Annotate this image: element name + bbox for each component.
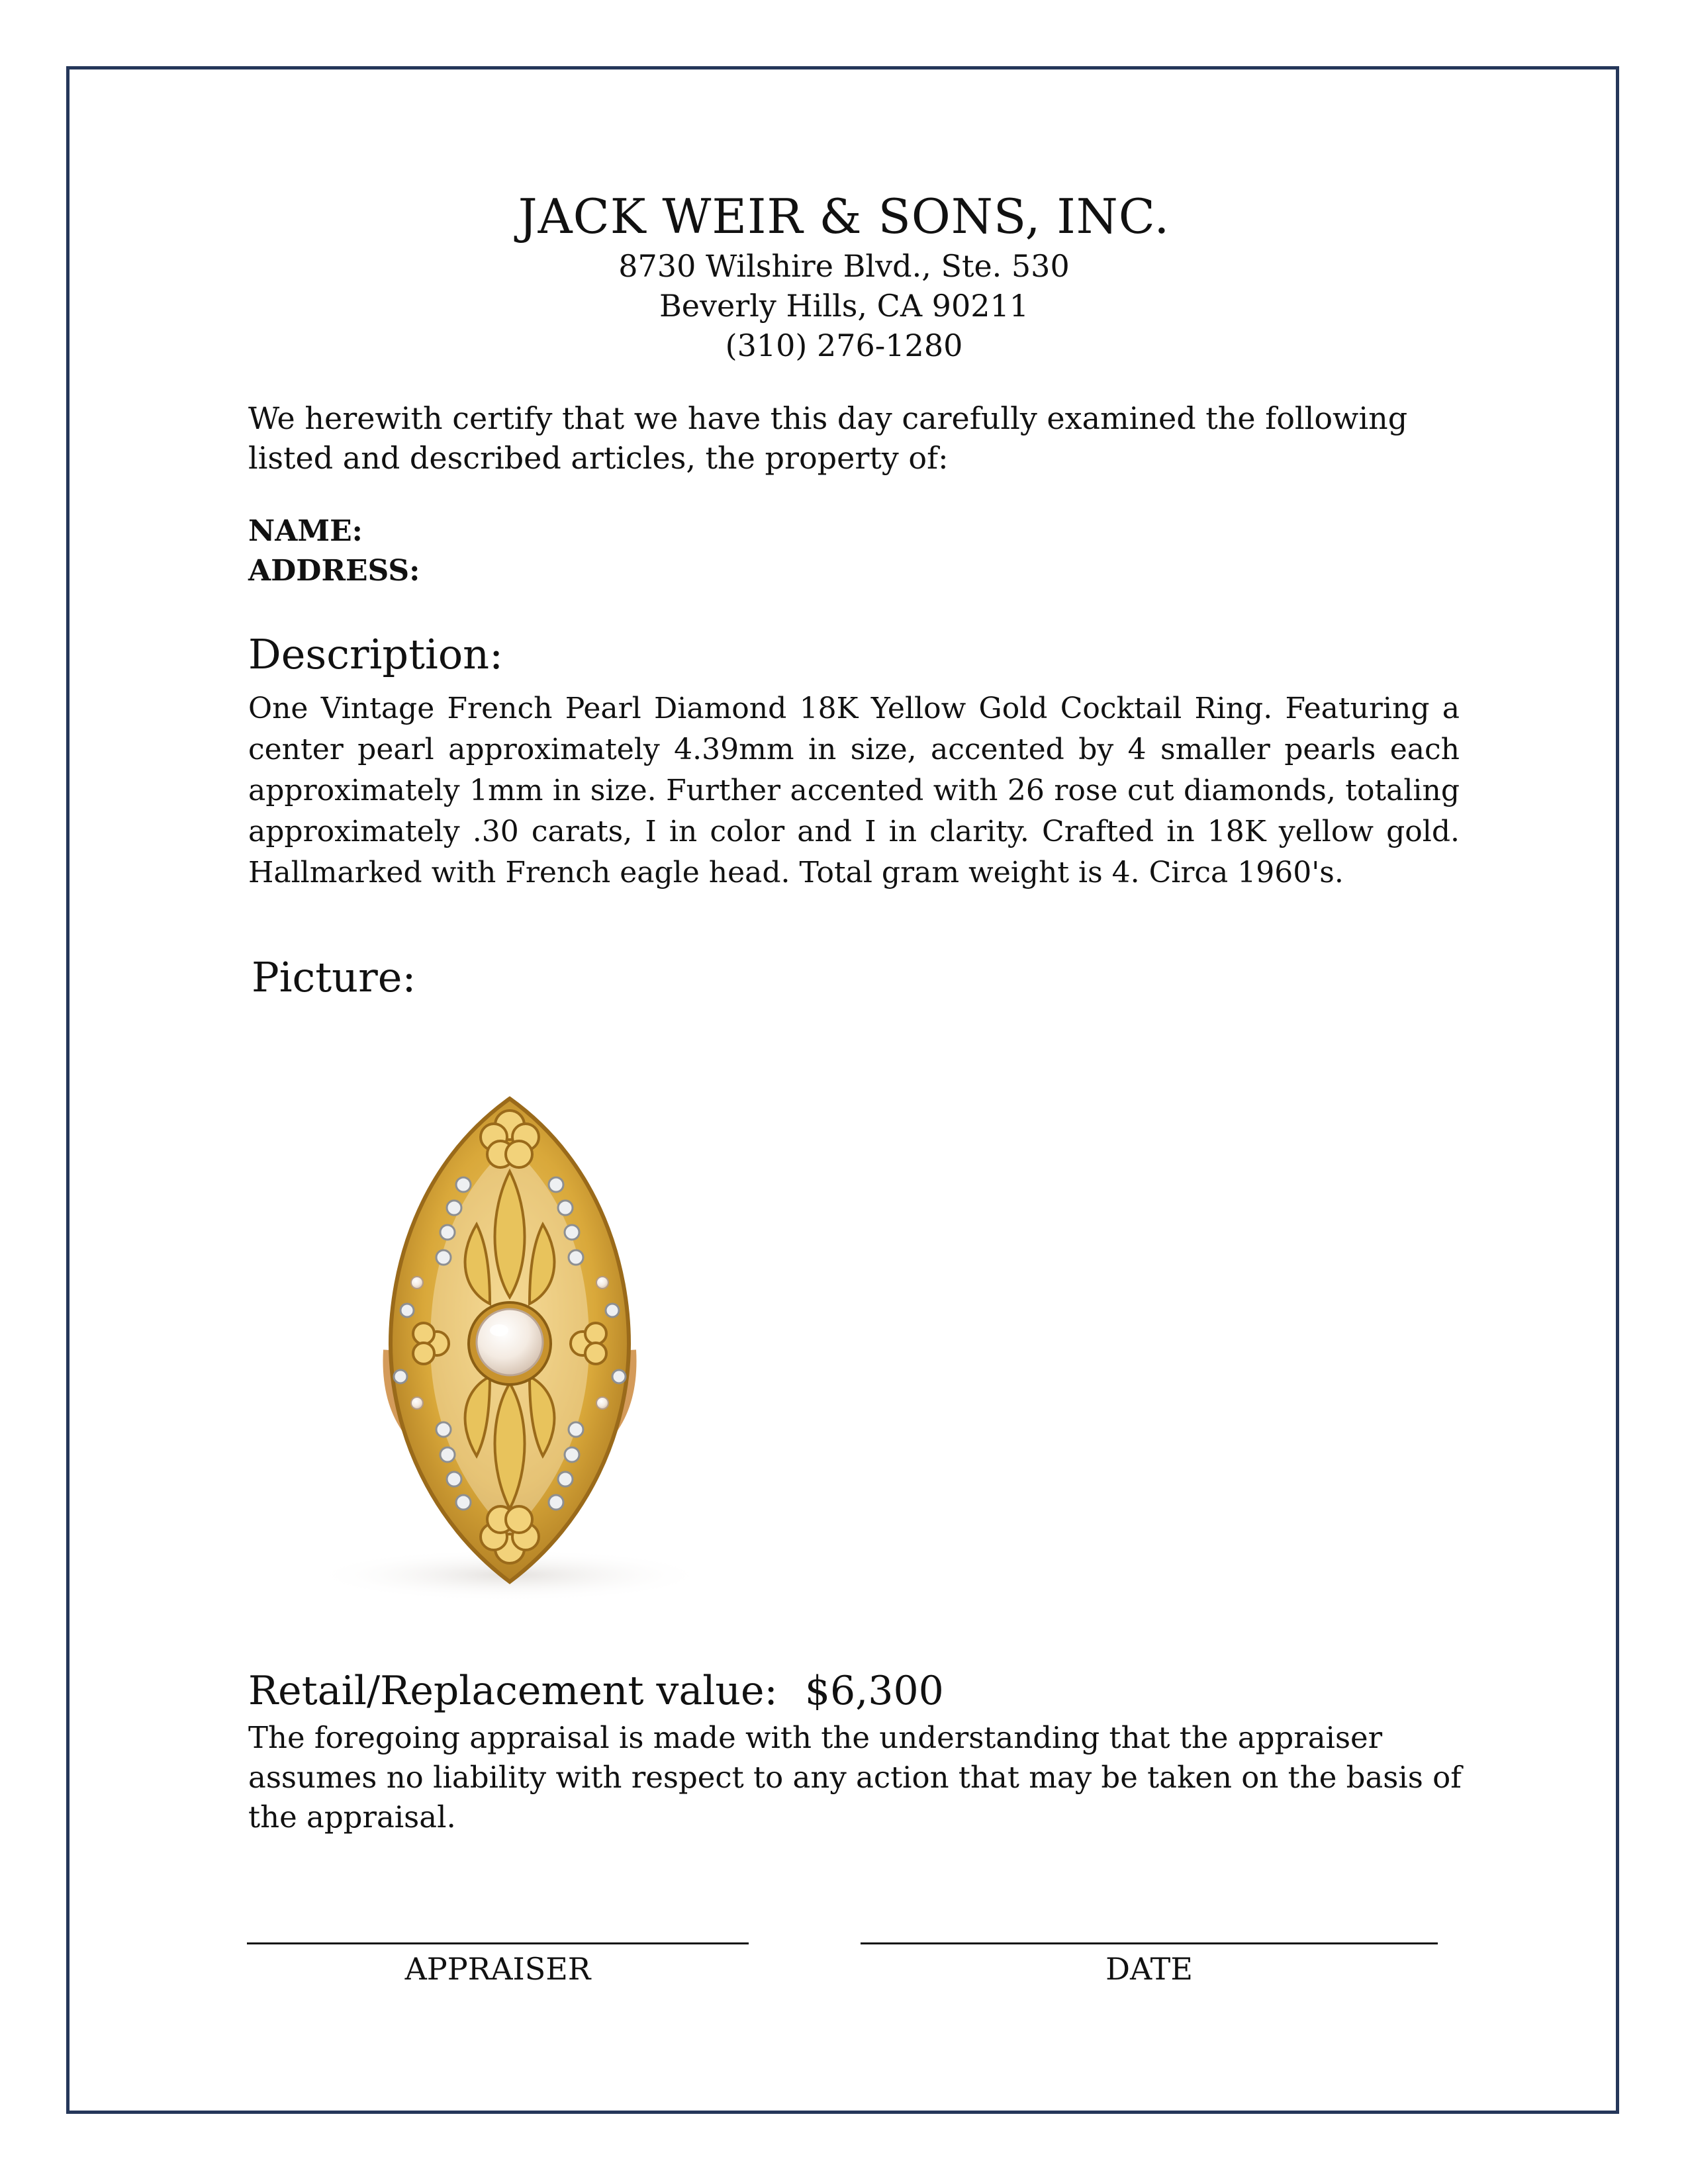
value-label: Retail/Replacement value: <box>248 1668 778 1714</box>
company-name: JACK WEIR & SONS, INC. <box>518 189 1170 244</box>
description-text: One Vintage French Pearl Diamond 18K Yellow Gold Cocktail Ring. Featuring a center pearl approximately 4.39mm in size, accented by 4 smaller pearls each approximately 1mm in size. Further accented with 26 rose cut diamonds, totaling approximately .30 carats, I in color and I in clarity. Crafted in 18K yellow gold. Hallmarked with French eagle head. Total gram weight is 4. Circa 1960's. <box>248 692 1460 889</box>
disclaimer-text: The foregoing appraisal is made with the understanding that the appraiser assumes no liability with respect to any action that may be taken on the basis of the appraisal. <box>248 1720 1462 1835</box>
name-label: NAME: <box>248 514 363 548</box>
date-label: DATE <box>1105 1951 1193 1987</box>
value-amount: $6,300 <box>804 1668 944 1714</box>
replacement-value <box>248 1668 944 1714</box>
appraiser-label: APPRAISER <box>404 1951 591 1987</box>
ring-illustration <box>258 1072 761 1615</box>
appraiser-signature-line <box>247 1942 749 1944</box>
company-address <box>0 246 1688 365</box>
company-phone: (310) 276-1280 <box>725 328 963 363</box>
description-heading: Description: <box>248 630 503 678</box>
date-signature-line <box>861 1942 1438 1944</box>
certification-statement: We herewith certify that we have this day carefully examined the following listed and described articles, the property of: <box>248 400 1408 476</box>
address-label: ADDRESS: <box>248 554 420 588</box>
address-line-2: Beverly Hills, CA 90211 <box>659 288 1029 324</box>
picture-heading: Picture: <box>252 953 416 1001</box>
address-line-1: 8730 Wilshire Blvd., Ste. 530 <box>618 248 1070 284</box>
ring-photo <box>258 1072 761 1615</box>
